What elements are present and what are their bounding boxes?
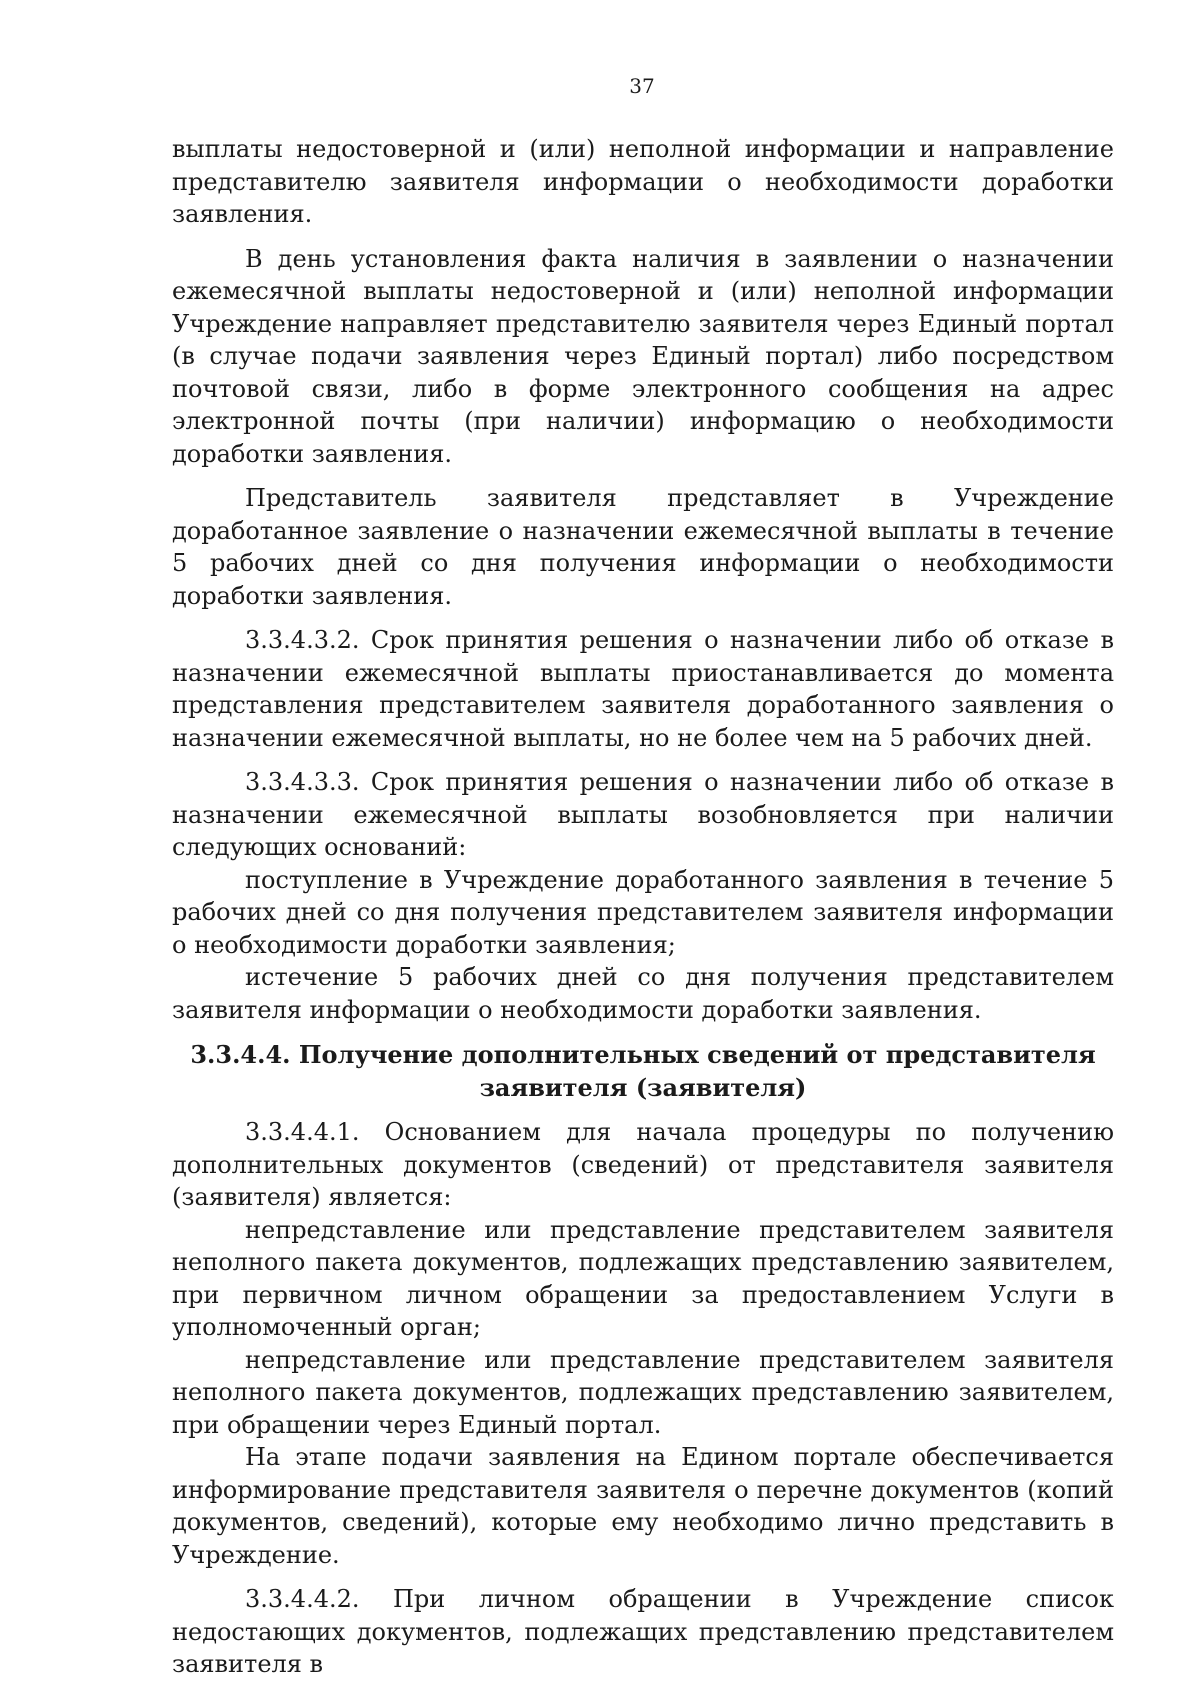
section-heading-3-3-4-4 [172, 1039, 1114, 1104]
paragraph-3-3-4-4-2: 3.3.4.4.2. При личном обращении в Учреждение список недостающих документов, подлежащих представлению представителем заявителя в [172, 1585, 1114, 1678]
paragraph-ground-primary-visit: непредставление или представление представителем заявителя неполного пакета документов, подлежащих представлению заявителем, при первичном личном обращении за предоставлением Услуги в уполномоченный орган; [172, 1215, 1114, 1341]
paragraph-continuation: выплаты недостоверной и (или) неполной информации и направление представителю заявителя информации о необходимости доработки заявления. [172, 135, 1114, 228]
paragraph-3-3-4-3-3: 3.3.4.3.3. Срок принятия решения о назначении либо об отказе в назначении ежемесячной выплаты возобновляется при наличии следующих оснований: [172, 768, 1114, 861]
paragraph-portal-informing: На этапе подачи заявления на Едином портале обеспечивается информирование представителя заявителя о перечне документов (копий документов, сведений), которые ему необходимо лично представить в Учреждение. [172, 1443, 1114, 1569]
page-number: 37 [629, 74, 655, 98]
paragraph-3-3-4-4-1: 3.3.4.4.1. Основанием для начала процедуры по получению дополнительных документов (сведений) от представителя заявителя (заявителя) является: [172, 1118, 1114, 1211]
paragraph-ground-receipt: поступление в Учреждение доработанного заявления в течение 5 рабочих дней со дня получения представителем заявителя информации о необходимости доработки заявления; [172, 865, 1114, 959]
section-heading-line-2: заявителя (заявителя) [479, 1072, 807, 1102]
paragraph-resubmission: Представитель заявителя представляет в Учреждение доработанное заявление о назначении ежемесячной выплаты в течение 5 рабочих дней со дня получения информации о необходимости доработки заявления. [172, 484, 1114, 610]
paragraph-notification: В день установления факта наличия в заявлении о назначении ежемесячной выплаты недостоверной и (или) неполной информации Учреждение направляет представителю заявителя через Единый портал (в случае подачи заявления через Единый портал) либо посредством почтовой связи, либо в форме электронного сообщения на адрес электронной почты (при наличии) информацию о необходимости доработки заявления. [172, 244, 1114, 468]
document-body [172, 133, 1114, 1681]
section-heading-line-1: 3.3.4.4. Получение дополнительных сведений от представителя [190, 1040, 1096, 1069]
paragraph-3-3-4-3-2: 3.3.4.3.2. Срок принятия решения о назначении либо об отказе в назначении ежемесячной выплаты приостанавливается до момента представления представителем заявителя доработанного заявления о назначении ежемесячной выплаты, но не более чем на 5 рабочих дней. [172, 626, 1114, 752]
paragraph-ground-expiry: истечение 5 рабочих дней со дня получения представителем заявителя информации о необходимости доработки заявления. [172, 963, 1114, 1024]
paragraph-ground-portal: непредставление или представление представителем заявителя неполного пакета документов, подлежащих представлению заявителем, при обращении через Единый портал. [172, 1345, 1114, 1439]
